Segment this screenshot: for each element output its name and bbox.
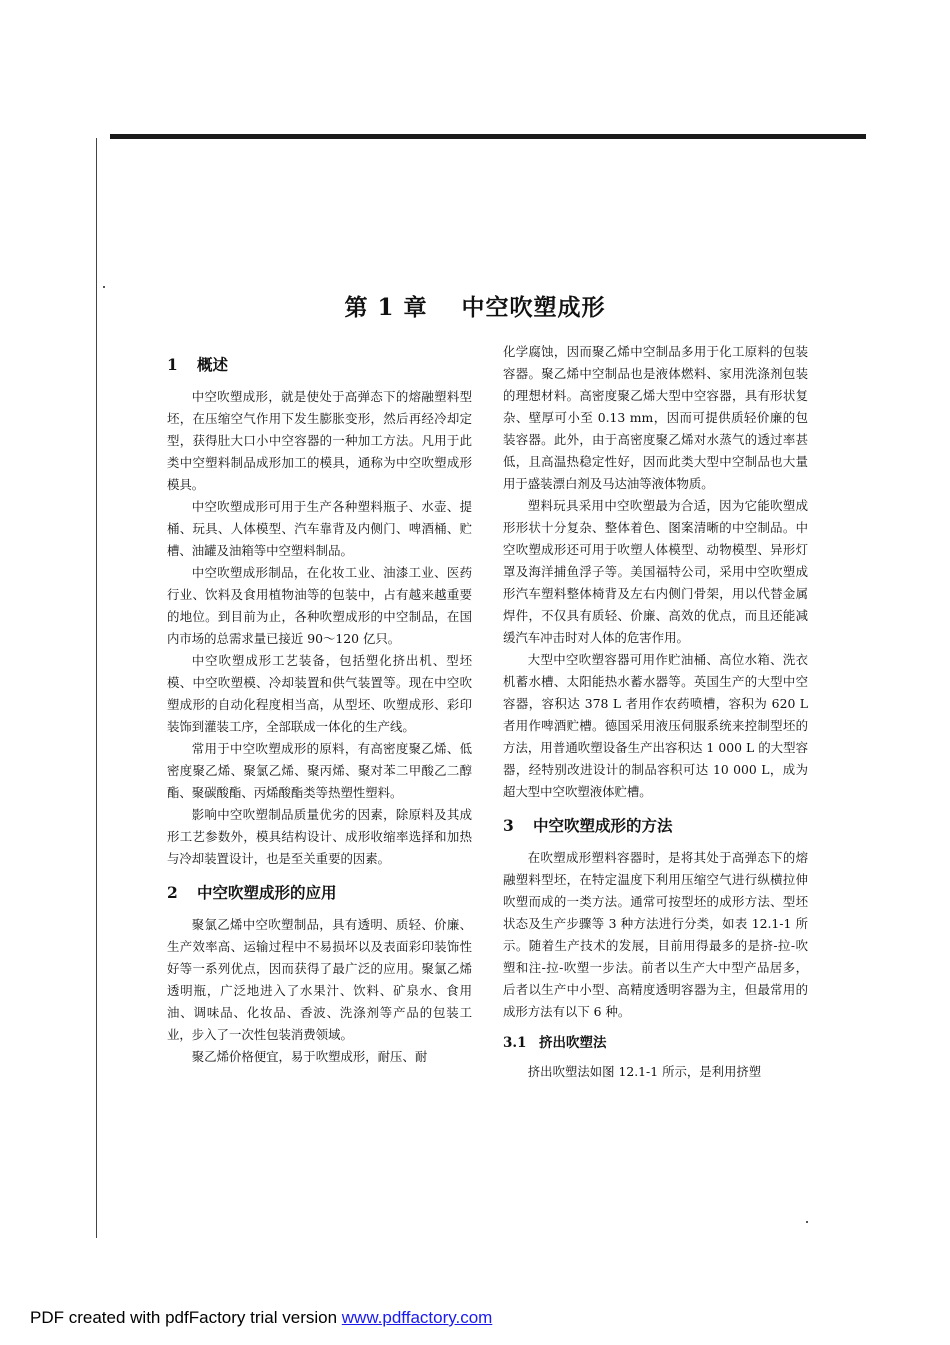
paragraph: 影响中空吹塑制品质量优劣的因素，除原料及其成形工艺参数外，模具结构设计、成形收缩率选择和加热与冷却装置设计，也是至关重要的因素。 — [167, 807, 472, 866]
paragraph: 在吹塑成形塑料容器时，是将其处于高弹态下的熔融塑料型坯，在特定温度下利用压缩空气进行纵横拉伸吹塑而成的一类方法。通常可按型坯的成形方法、型坯状态及生产步骤等 3 种方法进行分类，如表 12.1-1 所示。随着生产技术的发展，目前用得最多的是挤-拉-吹塑和注-拉-吹塑一步法。前者以生产大中型产品居多，后者以生产中小型、高精度透明容器为主，但最常用的成形方法有以下 6 种。 — [503, 850, 808, 1019]
paragraph: 大型中空吹塑容器可用作贮油桶、高位水箱、洗衣机蓄水槽、太阳能热水蓄水器等。英国生产的大型中空容器，容积达 378 L 者用作农药喷槽，容积为 620 L 者用作啤酒贮槽。德国采用液压伺服系统来控制型坯的方法，用普通吹塑设备生产出容积达 1 000 L 的大型容器，经特别改进设计的制品容积可达 10 000 L，成为超大型中空吹塑液体贮槽。 — [503, 652, 808, 799]
paragraph-continuation: 化学腐蚀，因而聚乙烯中空制品多用于化工原料的包装容器。聚乙烯中空制品也是液体燃料、家用洗涤剂包装的理想材料。高密度聚乙烯大型中空容器，具有形状复杂、壁厚可小至 0.13 mm，因而可提供质轻价廉的包装容器。此外，由于高密度聚乙烯对水蒸气的透过率甚低，且高温热稳定性好，因而此类大型中空制品也大量用于盛装漂白剂及马达油等液体物质。 — [503, 344, 808, 491]
section-heading-2: 2 中空吹塑成形的应用 — [167, 883, 337, 902]
paragraph: 中空吹塑成形可用于生产各种塑料瓶子、水壶、提桶、玩具、人体模型、汽车靠背及内侧门、啤酒桶、贮槽、油罐及油箱等中空塑料制品。 — [167, 499, 472, 558]
section-heading-1: 1 概述 — [167, 355, 229, 374]
pdf-footer — [30, 1308, 492, 1328]
chapter-title — [0, 289, 950, 322]
chapter-name: 中空吹塑成形 — [461, 294, 606, 322]
paragraph: 塑料玩具采用中空吹塑最为合适，因为它能吹塑成形形状十分复杂、整体着色、图案清晰的中空制品。中空吹塑成形还可用于吹塑人体模型、动物模型、异形灯罩及海洋捕鱼浮子等。美国福特公司，采用中空吹塑成形汽车塑料整体椅背及左右内侧门骨架，用以代替金属焊件，不仅具有质轻、价廉、高效的优点，而且还能减缓汽车冲击时对人体的危害作用。 — [503, 498, 808, 645]
paragraph: 聚乙烯价格便宜，易于吹塑成形，耐压、耐 — [191, 1049, 428, 1064]
footer-text: PDF created with pdfFactory trial version — [30, 1308, 342, 1327]
top-rule — [110, 134, 866, 139]
paragraph: 中空吹塑成形制品，在化妆工业、油漆工业、医药行业、饮料及食用植物油等的包装中，占有越来越重要的地位。到目前为止，各种吹塑成形的中空制品，在国内市场的总需求量已接近 90～120 亿只。 — [167, 565, 472, 646]
paragraph: 挤出吹塑法如图 12.1-1 所示，是利用挤塑 — [527, 1064, 762, 1079]
subsection-heading-3-1: 3.1 挤出吹塑法 — [503, 1035, 607, 1051]
left-column — [167, 352, 472, 1068]
scan-speck — [806, 1221, 808, 1223]
section-heading-3: 3 中空吹塑成形的方法 — [503, 816, 673, 835]
scan-speck — [103, 286, 105, 288]
footer-link[interactable]: www.pdffactory.com — [341, 1308, 493, 1327]
paragraph: 聚氯乙烯中空吹塑制品，具有透明、质轻、价廉、生产效率高、运输过程中不易损坏以及表面彩印装饰性好等一系列优点，因而获得了最广泛的应用。聚氯乙烯透明瓶，广泛地进入了水果汁、饮料、矿泉水、食用油、调味品、化妆品、香波、洗涤剂等产品的包装工业，步入了一次性包装消费领域。 — [167, 917, 472, 1042]
paragraph: 中空吹塑成形工艺装备，包括塑化挤出机、型坯模、中空吹塑模、冷却装置和供气装置等。现在中空吹塑成形的自动化程度相当高，从型坯、吹塑成形、彩印装饰到灌装工序，全部联成一体化的生产线。 — [167, 653, 472, 734]
paragraph: 常用于中空吹塑成形的原料，有高密度聚乙烯、低密度聚乙烯、聚氯乙烯、聚丙烯、聚对苯二甲酸乙二醇酯、聚碳酸酯、丙烯酸酯类等热塑性塑料。 — [167, 741, 472, 800]
paragraph: 中空吹塑成形，就是使处于高弹态下的熔融塑料型坯，在压缩空气作用下发生膨胀变形，然后再经冷却定型，获得肚大口小中空容器的一种加工方法。凡用于此类中空塑料制品成形加工的模具，通称为中空吹塑成形模具。 — [167, 389, 472, 492]
chapter-number: 第 1 章 — [344, 294, 428, 322]
right-column — [503, 341, 808, 1083]
